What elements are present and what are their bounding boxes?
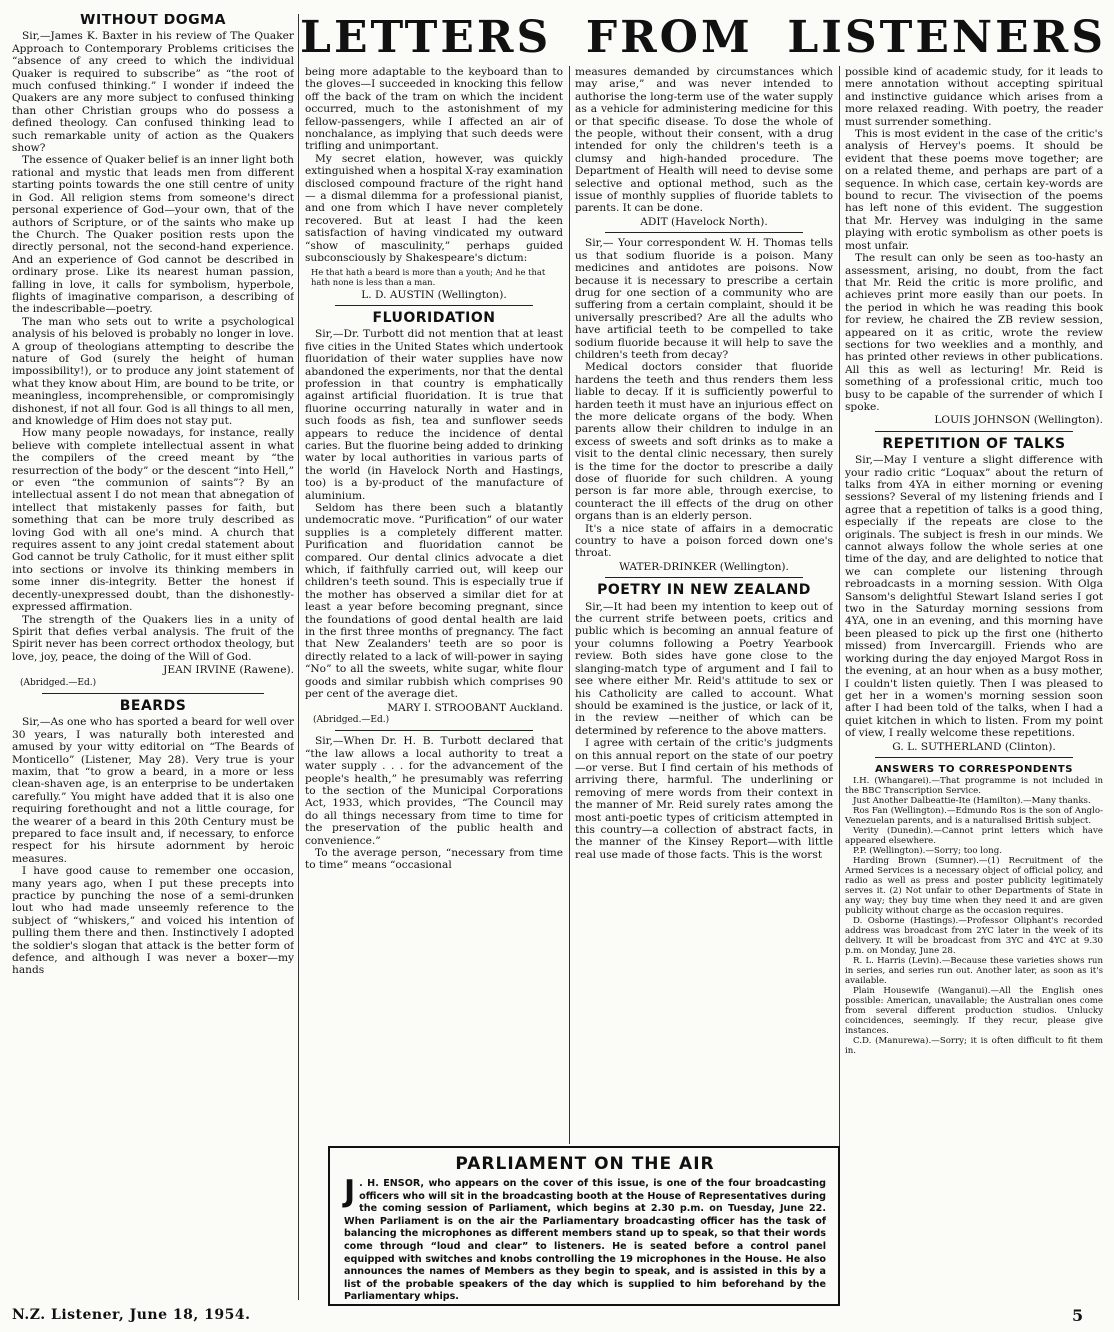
column-rule: [839, 66, 840, 1306]
letter-paragraph: The essence of Quaker belief is an inner light both rational and mystic that leads men from different starting points towards the one still centre of unity in God. All religion stems from someone's direct personal experience of God—your own, that of the authors of Scripture, or of the saints who make up the Church. The Quaker position rests upon the directly personal, not the second-hand experience. And an experience of God cannot be described in ordinary prose. Like its nearest human passion, falling in love, it calls for symbolism, hyperbole, flights of imaginative comparison, a describing of the indescribable—poetry.: [12, 154, 294, 316]
issue-footer: N.Z. Listener, June 18, 1954.: [12, 1307, 251, 1323]
column-rule: [298, 14, 299, 1300]
letter-paragraph: To the average person, “necessary from time to time” means “occasional: [305, 846, 563, 872]
letter-paragraph: This is most evident in the case of the critic's analysis of Hervey's poems. It should be evident that these poems move together; are on a related theme, and perhaps are part of a sequence. In which case, certain key-words are bound to recur. The vivisection of the poems has left none of this evident. The suggestion that Mr. Hervey was indulging in the same playing with erotic symbolism as other poets is most unfair.: [845, 128, 1103, 252]
letter-paragraph: My secret elation, however, was quickly extinguished when a hospital X-ray examination disclosed compound fracture of the right hand — a dismal dilemma for a professional pianist, and one from which I have never completely recovered. But at least I had the keen satisfaction of having vindicated my outward “show of masculinity,” perhaps guided subconsciously by Shakespeare's dictum:: [305, 152, 563, 265]
section-divider: [875, 431, 1073, 432]
correspondent-answer: C.D. (Manurewa).—Sorry; it is often difficult to fit them in.: [845, 1036, 1103, 1057]
column-1: [12, 14, 294, 1310]
parliament-on-the-air-box: [328, 1146, 840, 1306]
section-divider: [335, 730, 533, 731]
letter-paragraph: Sir,—James K. Baxter in his review of The Quaker Approach to Contemporary Problems criticises the “absence of any creed to which the individual Quaker is required to subscribe” as “the root of much confused thinking.” I wonder if indeed the Quakers are any more subject to confused thinking than other Christian groups who do possess a defined theology. Can confused thinking lead to such remarkable unity of action as the Quakers show?: [12, 30, 294, 155]
column-4: [845, 66, 1103, 1304]
box-text: . H. ENSOR, who appears on the cover of this issue, is one of the four broadcasting officers who will sit in the broadcasting booth at the House of Representatives during the coming session of Parliament, which begins at 2.30 p.m. on Tuesday, June 22. When Parliament is on the air the Parliamentary broadcasting officer has the task of balancing the microphones as different members stand up to speak, so that their words come through “loud and clear” to listeners. He is seated before a control panel equipped with switches and knobs controlling the 19 microphones in the House. He also announces the names of Members as they begin to speak, and is assisted in this by a list of the probable speakers of the day which is supplied to him beforehand by the Parliamentary whips.: [344, 1178, 826, 1303]
section-divider: [42, 693, 264, 694]
section-divider: [335, 305, 533, 306]
letter-paragraph: possible kind of academic study, for it leads to mere annotation without accepting spiritual and instinctive guidance which arises from a more relaxed reading. With poetry, the reader must surrender something.: [845, 66, 1103, 128]
letter-paragraph: Medical doctors consider that fluoride hardens the teeth and thus renders them less liable to decay. If it is sufficiently powerful to harden teeth it must have an injurious effect on the more delicate organs of the body. When parents allow their children to indulge in an excess of sweets and soft drinks as to make a visit to the dental clinic necessary, then surely is the time for the doctor to prescribe a daily dose of fluoride for such children. A young person is far more able, through exercise, to counteract the ill effects of the drug on other organs than is an elderly person.: [575, 361, 833, 523]
column-2: [305, 66, 563, 1144]
section-divider: [605, 232, 803, 233]
page-number: 5: [1072, 1306, 1084, 1325]
letter-paragraph: being more adaptable to the keyboard than to the gloves—I succeeded in knocking this fellow off the back of the tram on which the incident occurred, much to the astonishment of my fellow-passengers, while I affected an air of nonchalance, as implying that such deeds were trifling and unimportant.: [305, 66, 563, 153]
letter-paragraph: The man who sets out to write a psychological analysis of his beloved is probably no longer in love. A group of theologians attempting to describe the nature of God (surely the height of human impossibility!), or to produce any joint statement of what they know about Him, are bound to be trite, or meaningless, incomprehensible, or compromisingly dishonest, if not all four. God is all things to all men, and knowledge of Him does not stay put.: [12, 315, 294, 427]
letter-paragraph: I have good cause to remember one occasion, many years ago, when I put these precepts into practice by punching the nose of a semi-drunken lout who had made unseemly reference to the subject of “whiskers,” and voiced his intention of pulling them there and then. Instinctively I adopted the soldier's slogan that attack is the better form of defence, and although I was never a boxer—my hands: [12, 865, 294, 977]
letter-paragraph: The result can only be seen as too-hasty an assessment, arising, no doubt, from the fact that Mr. Reid the critic is more prolific, and achieves print more easily than our poets. In the period in which he was reading this book for review, he chaired the ZB review session, appeared on it as critic, wrote the review sections for two weeklies and a monthly, and has printed other reviews in other publications. All this as well as lecturing! Mr. Reid is something of a professional critic, much too busy to be capable of the surrender of which I spoke.: [845, 252, 1103, 413]
correspondent-answer: P.P. (Wellington).—Sorry; too long.: [853, 846, 1002, 857]
correspondent-answer: Harding Brown (Sumner).—(1) Recruitment of the Armed Services is a necessary object of official policy, and radio as well as press and poster publicity legitimately serves it. (2) Not unfair to other Departments of State in any way; they buy time when they need it and are given publicity without charge as the occasion requires.: [845, 856, 1103, 917]
letter-signature: L. D. AUSTIN (Wellington).: [361, 288, 507, 301]
letter-paragraph: I agree with certain of the critic's judgments on this annual report on the state of our poetry—or verse. But I find certain of his methods of arriving there, harmful. The underlining or removing of mere words from their context in the manner of Mr. Reid surely rates among the most anti-poetic types of criticism attempted in this country—a collection of abstract facts, in the manner of the Kinsey Report—with little real use made of those facts. This is the worst: [575, 737, 833, 861]
masthead: [300, 12, 1106, 64]
letter-signature: JEAN IRVINE (Rawene).: [163, 664, 294, 677]
column-3: [575, 66, 833, 1144]
headline-poetry-in-new-zealand: POETRY IN NEW ZEALAND: [597, 582, 811, 599]
letter-signature: MARY I. STROOBANT Auckland.: [387, 701, 563, 714]
letter-signature: G. L. SUTHERLAND (Clinton).: [892, 740, 1056, 753]
box-body: [344, 1174, 826, 1304]
correspondent-answer: Plain Housewife (Wanganui).—All the English ones possible: American, unavailable; the Australian ones come from several different production studios. Unlucky coincidences, seemingly. If they recur, please give instances.: [845, 986, 1103, 1037]
quotation: He that hath a beard is more than a youth; And he that hath none is less than a man.: [311, 266, 546, 287]
letter-paragraph: It's a nice state of affairs in a democratic country to have a poison forced down one's throat.: [575, 522, 833, 560]
drop-cap: J: [344, 1174, 356, 1209]
letter-signature: ADIT (Havelock North).: [640, 215, 768, 228]
box-title: PARLIAMENT ON THE AIR: [455, 1154, 715, 1174]
correspondent-answer: Just Another Dalbeattie-Ite (Hamilton).—Many thanks.: [853, 796, 1091, 807]
editor-note: (Abridged.—Ed.): [20, 677, 97, 688]
correspondent-answer: Verity (Dunedin).—Cannot print letters which have appeared elsewhere.: [845, 826, 1103, 847]
letter-paragraph: Sir,—As one who has sported a beard for well over 30 years, I was naturally both interested and amused by your witty editorial on “The Beards of Monticello” (Listener, May 28). Very true is your maxim, that “to grow a beard, in a more or less clean-shaven age, is an enterprise to be undertaken carefully.” You might have added that it is also one requiring forethought and not a little courage, for the wearer of a beard in this 20th Century must be prepared to face insult and, if necessary, to enforce respect for his hirsute adornment by heroic measures.: [12, 716, 294, 865]
correspondent-answer: R. L. Harris (Levin).—Because these varieties shows run in series, and series run out. Another later, as soon as it's available.: [845, 956, 1103, 987]
letter-paragraph: Sir,—May I venture a slight difference with your radio critic “Loquax” about the return of talks from 4YA in either morning or evening sessions? Several of my listening friends and I agree that a repetition of talks is a good thing, especially if the repeats are close to the originals. The subject is fresh in our minds. We cannot always follow the whole series at one time of the day, and are delighted to notice that we can complete our listening through rebroadcasts in a morning session. With Olga Sansom's delightful Stewart Island series I got two in the Saturday morning sessions from 4YA, one in an evening, and this morning have been pleased to pick up the first one (hitherto missed) from Invercargill. Friends who are working during the day enjoyed Margot Ross in the evening, at an hour when as a busy mother, I couldn't listen quietly. Then I was pleased to get her in a women's morning session soon after I had been told of the talks, when I had a quiet kitchen in which to listen. From my point of view, I really welcome these repetitions.: [845, 454, 1103, 740]
correspondent-answer: D. Osborne (Hastings).—Professor Oliphant's recorded address was broadcast from 2YC later in the week of its delivery. It will be broadcast from 3YC and 4YC at 9.30 p.m. on Monday, June 28.: [845, 916, 1103, 957]
letter-paragraph: Seldom has there been such a blatantly undemocratic move. “Purification” of our water supplies is a completely different matter. Purification and fluoridation cannot be compared. Our dental clinics advocate a diet which, if faithfully carried out, will keep our children's teeth sound. This is especially true if the mother has observed a similar diet for at least a year before becoming pregnant, since the foundations of good dental health are laid in the first three months of pregnancy. The fact that New Zealanders' teeth are so poor is directly related to a lack of will-power in saying “No” to all the sweets, white sugar, white flour goods and similar rubbish which comprises 90 per cent of the average diet.: [305, 502, 563, 701]
letter-signature: WATER-DRINKER (Wellington).: [619, 560, 789, 573]
section-divider: [875, 757, 1073, 758]
editor-note: (Abridged.—Ed.): [313, 714, 390, 725]
letter-signature: LOUIS JOHNSON (Wellington).: [934, 414, 1103, 427]
masthead-word-listeners: LISTENERS: [787, 12, 1106, 63]
letter-paragraph: Sir,—It had been my intention to keep out of the current strife between poets, critics and public which is becoming an annual feature of your columns following a Poetry Yearbook review. Both sides have gone close to the slanging-match type of argument and I fail to see where either Mr. Reid's attitude to sex or his Catholicity are called to account. What should be examined is the justice, or lack of it, in the review —neither of which can be determined by reference to the above matters.: [575, 600, 833, 737]
headline-beards: BEARDS: [119, 697, 187, 714]
letter-paragraph: Sir,—Dr. Turbott did not mention that at least five cities in the United States which undertook fluoridation of their water supplies have now abandoned the experiments, nor that the dental profession in that country is emphatically against artificial fluoridation. It is true that fluorine occurring naturally in water and in such foods as fish, tea and sunflower seeds appears to reduce the incidence of dental caries. But the fluorine being added to drinking water by local authorities in various parts of the world (in Havelock North and Hastings, too) is a by-product of the manufacture of aluminium.: [305, 328, 563, 502]
column-rule: [569, 66, 570, 1144]
headline-fluoridation: FLUORIDATION: [372, 309, 496, 326]
correspondent-answer: I.H. (Whangarei).—That programme is not included in the BBC Transcription Service.: [845, 776, 1103, 797]
masthead-word-letters: LETTERS: [300, 12, 552, 63]
letter-paragraph: Sir,—When Dr. H. B. Turbott declared that “the law allows a local authority to treat a water supply . . . for the advancement of the people's health,” he presumably was referring to the section of the Municipal Corporations Act, 1933, which provides, “The Council may do all things necessary from time to time for the preservation of the public health and convenience.”: [305, 735, 563, 847]
section-divider: [605, 577, 803, 578]
masthead-word-from: FROM: [585, 12, 753, 63]
letter-paragraph: How many people nowadays, for instance, really believe with complete intellectual assent in what the compilers of the creed meant by “the resurrection of the body” or the descent “into Hell,” or even “the communion of saints”? By an intellectual assent I do not mean that abnegation of intellect that mistakenly passes for faith, but something that can be more truly described as loving God with all one's mind. A church that requires assent to any joint credal statement about God cannot be truly Catholic, for it must either split into sections or involve its thinking members in some inner dis-integrity. Better the honest if decently-unexpressed doubt, than the dishonestly-expressed affirmation.: [12, 427, 294, 614]
correspondent-answer: Ros Fan (Wellington).—Edmundo Ros is the son of Anglo-Venezuelan parents, and is a naturalised British subject.: [845, 806, 1103, 827]
headline-repetition-of-talks: REPETITION OF TALKS: [882, 435, 1066, 452]
headline-without-dogma: WITHOUT DOGMA: [80, 14, 226, 28]
letter-paragraph: measures demanded by circumstances which may arise,” and was never intended to authorise the long-term use of the water supply as a vehicle for administering medicine for this or that specific disease. To dose the whole of the people, without their consent, with a drug intended for only the children's teeth is a clumsy and high-handed procedure. The Department of Health will need to devise some selective and optional method, such as the issue of monthly supplies of fluoride tablets to parents. It can be done.: [575, 66, 833, 215]
letter-paragraph: The strength of the Quakers lies in a unity of Spirit that defies verbal analysis. The fruit of the Spirit never has been correct orthodox theology, but love, joy, peace, the doing of the Will of God.: [12, 613, 294, 663]
letter-paragraph: Sir,— Your correspondent W. H. Thomas tells us that sodium fluoride is a poison. Many medicines and antidotes are poisons. Now because it is necessary to prescribe a certain drug for one section of a community who are suffering from a certain complaint, should it be universally prescribed? Are all the adults who have artificial teeth to be compelled to take sodium fluoride because it will help to save the children's teeth from decay?: [575, 237, 833, 361]
answers-to-correspondents-heading: ANSWERS TO CORRESPONDENTS: [875, 763, 1073, 775]
